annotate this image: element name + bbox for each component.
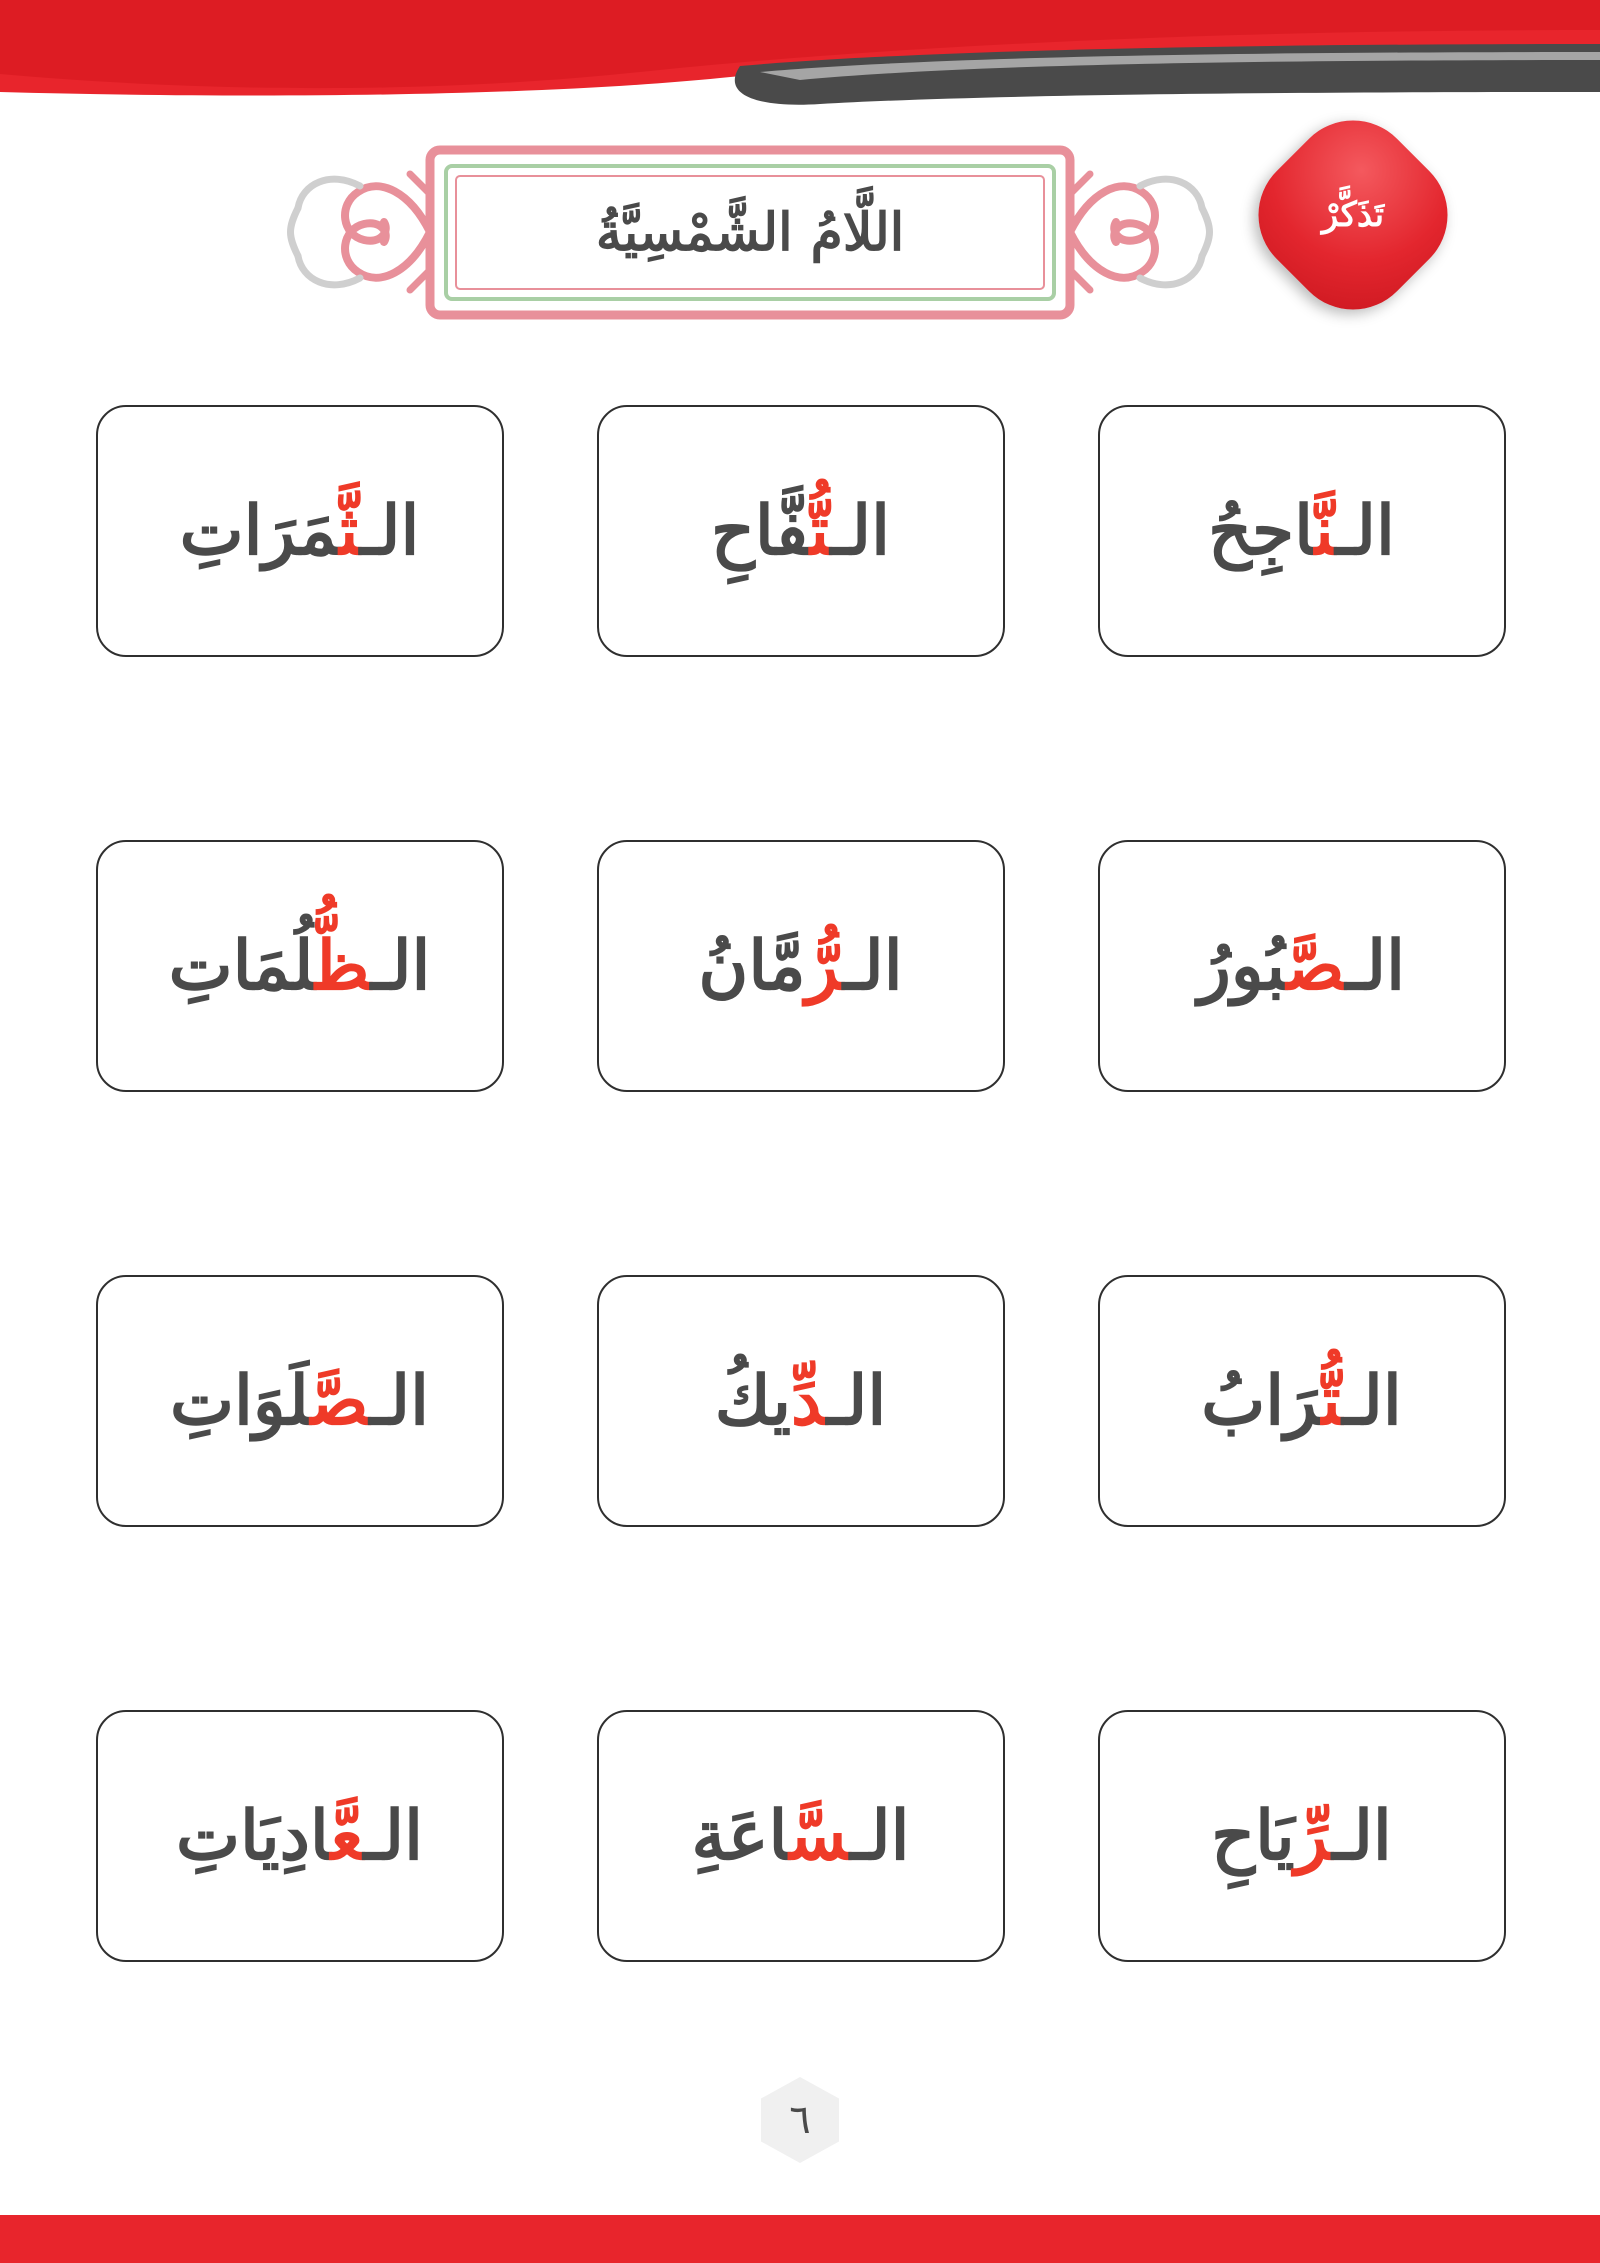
word-suffix: لُمَاتِ — [168, 925, 316, 1006]
word-highlight: سَّ — [789, 1795, 850, 1876]
grid-cell — [1051, 405, 1552, 840]
grid-cell — [1051, 840, 1552, 1275]
word-suffix: اجِحُ — [1208, 490, 1315, 571]
word-text — [1198, 924, 1405, 1009]
grid-cell — [550, 1275, 1051, 1710]
word-suffix: مَّانُ — [698, 925, 806, 1006]
word-prefix: الـ — [1335, 490, 1395, 571]
word-prefix: الـ — [363, 1795, 424, 1876]
word-prefix: الـ — [1342, 1360, 1402, 1441]
word-card[interactable] — [96, 1710, 504, 1962]
grid-cell — [550, 840, 1051, 1275]
word-suffix: بُورُ — [1198, 925, 1287, 1006]
grid-cell — [1051, 1710, 1552, 2145]
word-highlight: صَّ — [310, 1360, 370, 1441]
grid-cell — [49, 840, 550, 1275]
grid-cell — [49, 1710, 550, 2145]
word-text — [711, 489, 890, 574]
word-highlight: رِّ — [1294, 1795, 1333, 1876]
word-text — [1201, 1359, 1402, 1444]
word-suffix: رَابُ — [1201, 1360, 1322, 1441]
top-decorative-band — [0, 0, 1600, 120]
word-highlight: عَّ — [330, 1795, 364, 1876]
word-prefix: الـ — [370, 925, 431, 1006]
grid-cell — [49, 1275, 550, 1710]
bottom-red-bar — [0, 2215, 1600, 2263]
word-text — [180, 489, 420, 574]
word-suffix: ادِيَاتِ — [175, 1795, 331, 1876]
word-suffix: لَوَاتِ — [169, 1360, 311, 1441]
title-ornament — [280, 140, 1220, 325]
word-card[interactable] — [597, 840, 1005, 1092]
word-prefix: الـ — [359, 490, 420, 571]
word-suffix: يَاحِ — [1211, 1795, 1295, 1876]
word-text — [169, 924, 431, 1009]
grid-cell — [49, 405, 550, 840]
word-card[interactable] — [1098, 1275, 1506, 1527]
grid-cell — [1051, 1275, 1552, 1710]
word-highlight: صَّ — [1286, 925, 1346, 1006]
word-highlight: ظُّ — [315, 925, 371, 1006]
word-card[interactable] — [597, 1710, 1005, 1962]
word-highlight: تُّ — [809, 490, 831, 571]
word-highlight: نَّ — [1314, 490, 1336, 571]
word-suffix: مَرَاتِ — [179, 490, 340, 571]
word-text — [715, 1359, 886, 1444]
grid-cell — [550, 405, 1051, 840]
page-number: ٦ — [789, 2097, 811, 2143]
word-highlight: رُّ — [805, 925, 844, 1006]
page-number-badge — [761, 2077, 839, 2163]
word-highlight: تُّ — [1321, 1360, 1343, 1441]
word-suffix: يكُ — [714, 1360, 791, 1441]
word-card[interactable] — [96, 405, 504, 657]
word-text — [1208, 489, 1395, 574]
word-highlight: دِّ — [791, 1360, 827, 1441]
page-title: اللَّامُ الشَّمْسِيَّةُ — [595, 202, 905, 263]
word-prefix: الـ — [1332, 1795, 1392, 1876]
word-grid — [48, 405, 1552, 2145]
word-card[interactable] — [597, 405, 1005, 657]
badge-label: تَذَكَّرْ — [1321, 195, 1385, 235]
word-card[interactable] — [597, 1275, 1005, 1527]
word-highlight: ثَّ — [339, 490, 360, 571]
word-prefix: الـ — [1345, 925, 1406, 1006]
word-prefix: الـ — [843, 925, 903, 1006]
word-text — [1211, 1794, 1392, 1879]
word-prefix: الـ — [830, 490, 891, 571]
word-card[interactable] — [96, 1275, 504, 1527]
word-card[interactable] — [1098, 405, 1506, 657]
word-card[interactable] — [1098, 840, 1506, 1092]
word-card[interactable] — [96, 840, 504, 1092]
word-prefix: الـ — [826, 1360, 887, 1441]
remember-badge — [1268, 130, 1438, 300]
word-text — [176, 1794, 423, 1879]
word-suffix: اعَةِ — [691, 1795, 790, 1876]
word-text — [698, 924, 902, 1009]
word-card[interactable] — [1098, 1710, 1506, 1962]
word-prefix: الـ — [369, 1360, 430, 1441]
word-suffix: فَّاحِ — [710, 490, 810, 571]
word-text — [170, 1359, 429, 1444]
word-prefix: الـ — [849, 1795, 910, 1876]
word-text — [692, 1794, 910, 1879]
